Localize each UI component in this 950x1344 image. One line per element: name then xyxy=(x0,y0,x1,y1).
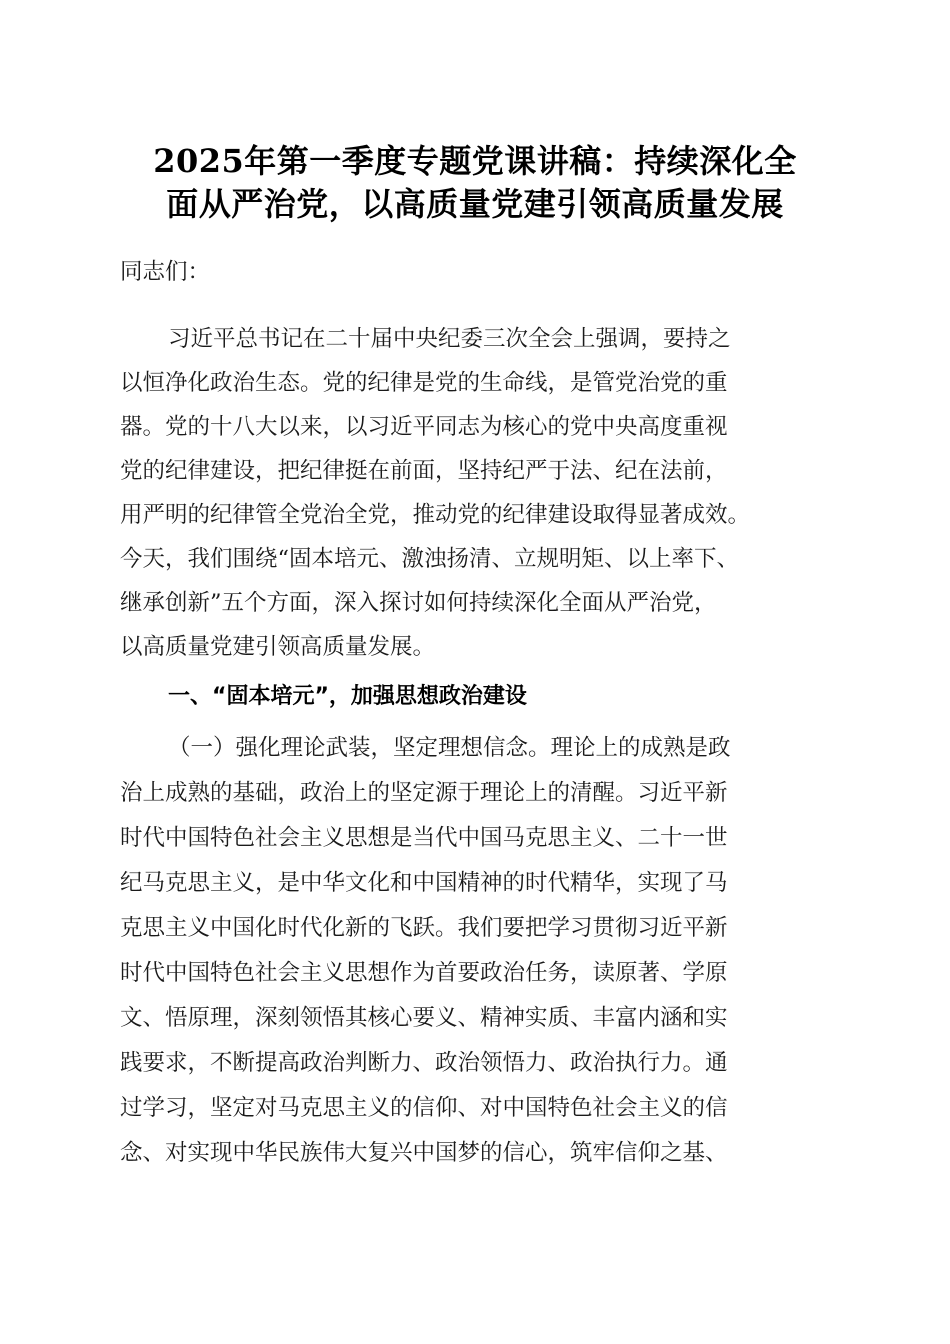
document-title xyxy=(60,140,890,226)
title-line-1: 2025年第一季度专题党课讲稿：持续深化全 xyxy=(153,142,797,180)
intro-line: 器。党的十八大以来，以习近平同志为核心的党中央高度重视 xyxy=(120,414,728,440)
intro-line: 习近平总书记在二十届中央纪委三次全会上强调，要持之 xyxy=(168,326,731,352)
section-line: 克思主义中国化时代化新的飞跃。我们要把学习贯彻习近平新 xyxy=(120,915,728,941)
section-line: 践要求，不断提高政治判断力、政治领悟力、政治执行力。通 xyxy=(120,1050,728,1076)
section-line: （一）强化理论武装，坚定理想信念。理论上的成熟是政 xyxy=(168,735,731,761)
title-line-2: 面从严治党，以高质量党建引领高质量发展 xyxy=(166,185,784,223)
intro-line: 用严明的纪律管全党治全党，推动党的纪律建设取得显著成效。 xyxy=(120,502,751,528)
intro-line: 今天，我们围绕“固本培元、激浊扬清、立规明矩、以上率下、 xyxy=(120,546,740,572)
section-line: 文、悟原理，深刻领悟其核心要义、精神实质、丰富内涵和实 xyxy=(120,1005,728,1031)
intro-line: 继承创新”五个方面，深入探讨如何持续深化全面从严治党， xyxy=(120,590,717,616)
intro-line: 以恒净化政治生态。党的纪律是党的生命线，是管党治党的重 xyxy=(120,370,728,396)
section-line: 时代中国特色社会主义思想是当代中国马克思主义、二十一世 xyxy=(120,825,728,851)
section-line: 过学习，坚定对马克思主义的信仰、对中国特色社会主义的信 xyxy=(120,1095,728,1121)
section-line: 时代中国特色社会主义思想作为首要政治任务，读原著、学原 xyxy=(120,960,728,986)
section-line: 纪马克思主义，是中华文化和中国精神的时代精华，实现了马 xyxy=(120,870,728,896)
intro-line: 以高质量党建引领高质量发展。 xyxy=(120,634,436,660)
section-line: 治上成熟的基础，政治上的坚定源于理论上的清醒。习近平新 xyxy=(120,780,728,806)
salutation: 同志们： xyxy=(120,259,211,285)
section-heading: 一、“固本培元”，加强思想政治建设 xyxy=(168,684,527,709)
intro-line: 党的纪律建设，把纪律挺在前面，坚持纪严于法、纪在法前， xyxy=(120,458,728,484)
section-line: 念、对实现中华民族伟大复兴中国梦的信心，筑牢信仰之基、 xyxy=(120,1140,728,1166)
